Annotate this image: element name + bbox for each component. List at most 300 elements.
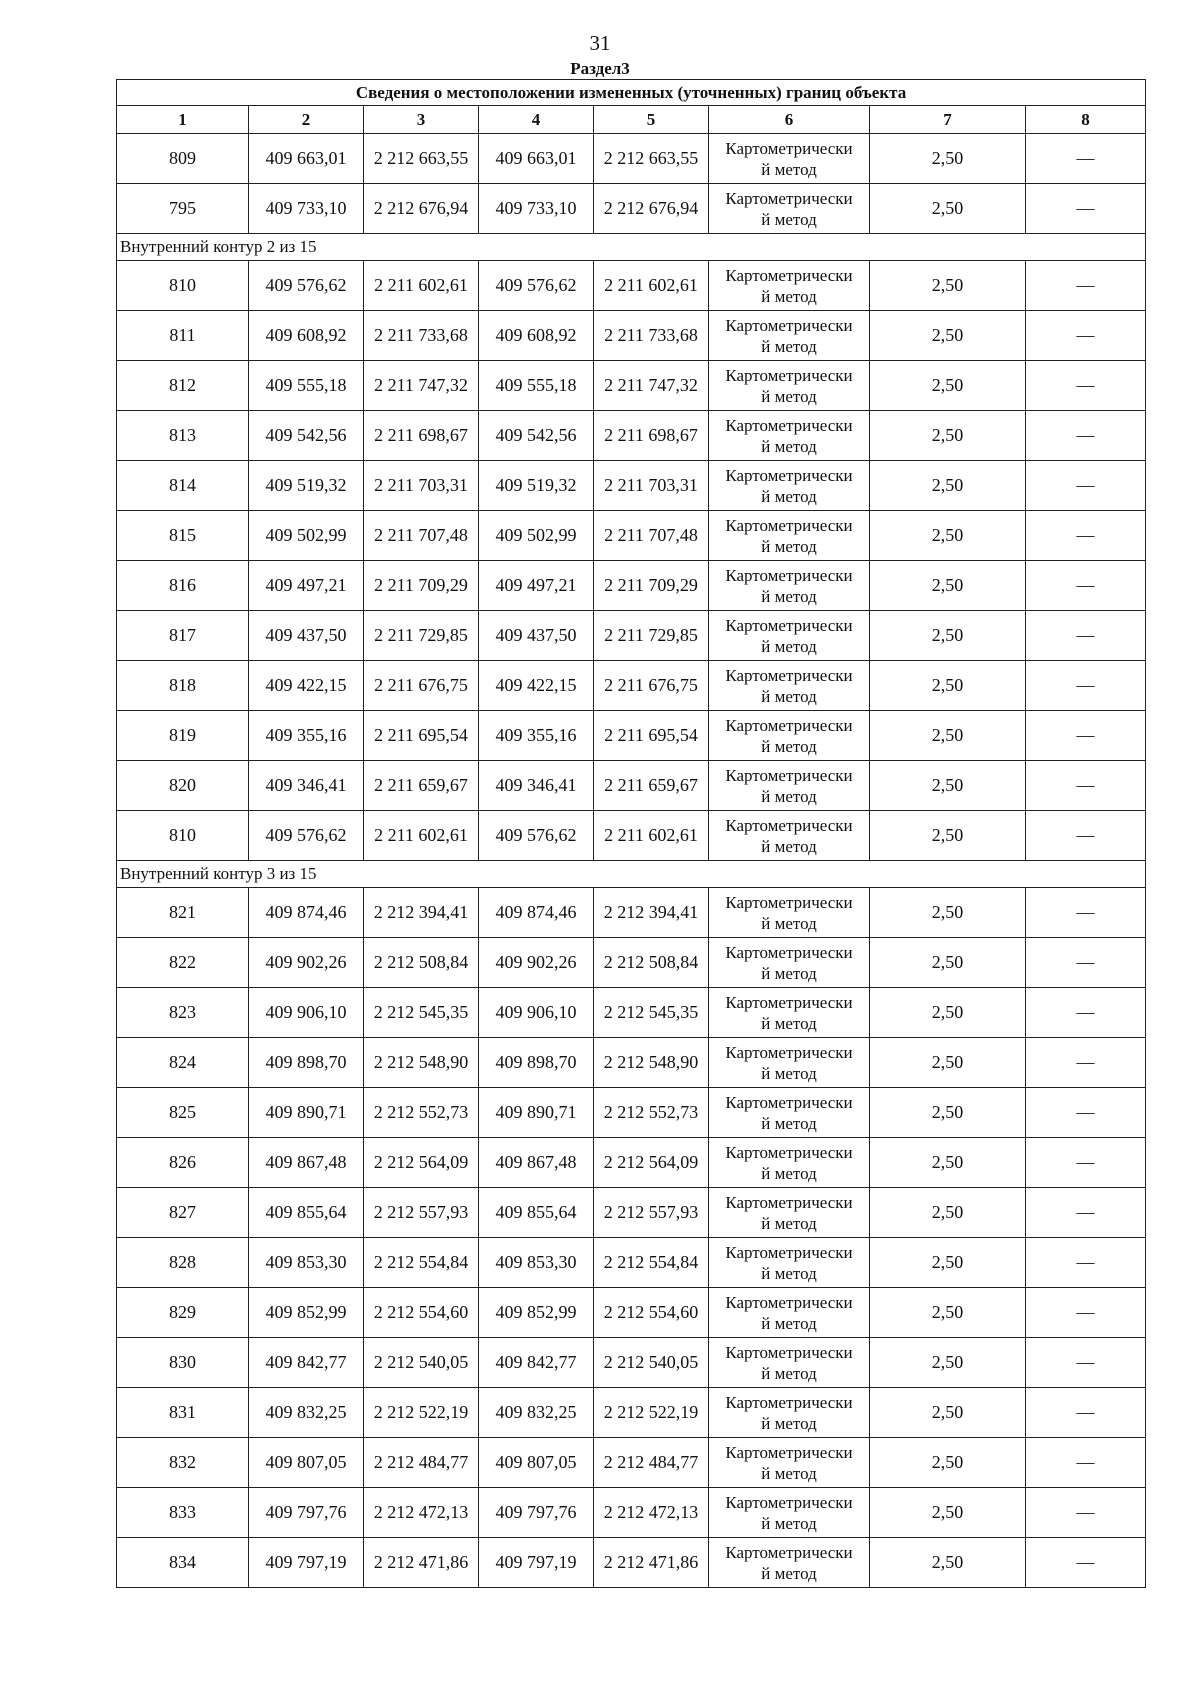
method-line: Картометрически [725, 315, 853, 335]
accuracy-cell: 2,50 [870, 888, 1026, 938]
column-number: 8 [1026, 106, 1146, 134]
x-coordinate-cell: 409 608,92 [249, 311, 364, 361]
y-coordinate-cell: 2 211 747,32 [594, 361, 709, 411]
description-cell: — [1026, 134, 1146, 184]
table-row [117, 134, 1146, 184]
accuracy-cell: 2,50 [870, 1488, 1026, 1538]
y-coordinate-cell: 2 211 602,61 [594, 811, 709, 861]
table-row [117, 611, 1146, 661]
table-row [117, 711, 1146, 761]
x-coordinate-cell: 409 346,41 [249, 761, 364, 811]
column-number: 7 [870, 106, 1026, 134]
method-cell [709, 561, 870, 611]
method-cell [709, 134, 870, 184]
y-coordinate-cell: 2 212 394,41 [364, 888, 479, 938]
point-number-cell: 821 [117, 888, 249, 938]
method-cell [709, 1538, 870, 1588]
point-number-cell: 826 [117, 1138, 249, 1188]
contour-label: Внутренний контур 3 из 15 [117, 861, 1146, 888]
method-line: Картометрически [725, 815, 853, 835]
y-coordinate-cell: 2 212 554,84 [594, 1238, 709, 1288]
x-coordinate-cell: 409 797,76 [249, 1488, 364, 1538]
y-coordinate-cell: 2 212 472,13 [594, 1488, 709, 1538]
method-cell [709, 1388, 870, 1438]
method-line: Картометрически [725, 715, 853, 735]
point-number-cell: 819 [117, 711, 249, 761]
y-coordinate-cell: 2 211 695,54 [594, 711, 709, 761]
x-coordinate-cell: 409 852,99 [249, 1288, 364, 1338]
point-number-cell: 811 [117, 311, 249, 361]
method-line: й метод [761, 209, 817, 229]
x-coordinate-cell: 409 733,10 [479, 184, 594, 234]
method-cell [709, 938, 870, 988]
point-number-cell: 833 [117, 1488, 249, 1538]
point-number-cell: 810 [117, 811, 249, 861]
method-line: Картометрически [725, 1092, 853, 1112]
y-coordinate-cell: 2 211 709,29 [594, 561, 709, 611]
x-coordinate-cell: 409 355,16 [479, 711, 594, 761]
method-line: й метод [761, 736, 817, 756]
y-coordinate-cell: 2 212 552,73 [594, 1088, 709, 1138]
accuracy-cell: 2,50 [870, 261, 1026, 311]
description-cell: — [1026, 611, 1146, 661]
method-line: Картометрически [725, 415, 853, 435]
method-line: Картометрически [725, 615, 853, 635]
method-line: Картометрически [725, 138, 853, 158]
accuracy-cell: 2,50 [870, 561, 1026, 611]
description-cell: — [1026, 1388, 1146, 1438]
description-cell: — [1026, 1188, 1146, 1238]
method-line: Картометрически [725, 1342, 853, 1362]
point-number-cell: 825 [117, 1088, 249, 1138]
description-cell: — [1026, 761, 1146, 811]
table-row [117, 561, 1146, 611]
accuracy-cell: 2,50 [870, 1238, 1026, 1288]
description-cell: — [1026, 1138, 1146, 1188]
accuracy-cell: 2,50 [870, 461, 1026, 511]
method-line: Картометрически [725, 992, 853, 1012]
x-coordinate-cell: 409 898,70 [479, 1038, 594, 1088]
method-line: Картометрически [725, 1142, 853, 1162]
description-cell: — [1026, 938, 1146, 988]
x-coordinate-cell: 409 555,18 [249, 361, 364, 411]
table-row [117, 461, 1146, 511]
method-line: й метод [761, 336, 817, 356]
y-coordinate-cell: 2 212 564,09 [594, 1138, 709, 1188]
point-number-cell: 820 [117, 761, 249, 811]
y-coordinate-cell: 2 212 540,05 [594, 1338, 709, 1388]
point-number-cell: 816 [117, 561, 249, 611]
y-coordinate-cell: 2 212 545,35 [594, 988, 709, 1038]
table-row [117, 1538, 1146, 1588]
y-coordinate-cell: 2 211 695,54 [364, 711, 479, 761]
x-coordinate-cell: 409 576,62 [249, 261, 364, 311]
table-row [117, 661, 1146, 711]
table-row [117, 1138, 1146, 1188]
method-cell [709, 888, 870, 938]
method-cell [709, 1438, 870, 1488]
description-cell: — [1026, 461, 1146, 511]
description-cell: — [1026, 261, 1146, 311]
table-row [117, 1288, 1146, 1338]
x-coordinate-cell: 409 437,50 [249, 611, 364, 661]
coordinates-table [116, 79, 1146, 1588]
y-coordinate-cell: 2 212 508,84 [594, 938, 709, 988]
method-cell [709, 511, 870, 561]
y-coordinate-cell: 2 211 709,29 [364, 561, 479, 611]
method-line: й метод [761, 1513, 817, 1533]
accuracy-cell: 2,50 [870, 511, 1026, 561]
x-coordinate-cell: 409 608,92 [479, 311, 594, 361]
description-cell: — [1026, 184, 1146, 234]
accuracy-cell: 2,50 [870, 134, 1026, 184]
column-number: 5 [594, 106, 709, 134]
method-line: Картометрически [725, 1492, 853, 1512]
y-coordinate-cell: 2 211 703,31 [594, 461, 709, 511]
y-coordinate-cell: 2 211 602,61 [594, 261, 709, 311]
accuracy-cell: 2,50 [870, 611, 1026, 661]
y-coordinate-cell: 2 212 522,19 [594, 1388, 709, 1438]
x-coordinate-cell: 409 355,16 [249, 711, 364, 761]
table-row [117, 1488, 1146, 1538]
y-coordinate-cell: 2 212 484,77 [364, 1438, 479, 1488]
method-cell [709, 184, 870, 234]
y-coordinate-cell: 2 211 729,85 [364, 611, 479, 661]
x-coordinate-cell: 409 867,48 [249, 1138, 364, 1188]
x-coordinate-cell: 409 542,56 [479, 411, 594, 461]
point-number-cell: 827 [117, 1188, 249, 1238]
table-row [117, 1088, 1146, 1138]
method-line: й метод [761, 1113, 817, 1133]
x-coordinate-cell: 409 576,62 [479, 261, 594, 311]
x-coordinate-cell: 409 733,10 [249, 184, 364, 234]
x-coordinate-cell: 409 519,32 [479, 461, 594, 511]
y-coordinate-cell: 2 211 733,68 [364, 311, 479, 361]
description-cell: — [1026, 361, 1146, 411]
y-coordinate-cell: 2 211 729,85 [594, 611, 709, 661]
accuracy-cell: 2,50 [870, 988, 1026, 1038]
point-number-cell: 822 [117, 938, 249, 988]
description-cell: — [1026, 1338, 1146, 1388]
method-line: Картометрически [725, 565, 853, 585]
table-row [117, 1038, 1146, 1088]
description-cell: — [1026, 411, 1146, 461]
y-coordinate-cell: 2 211 659,67 [594, 761, 709, 811]
y-coordinate-cell: 2 212 552,73 [364, 1088, 479, 1138]
accuracy-cell: 2,50 [870, 1088, 1026, 1138]
method-line: Картометрически [725, 1292, 853, 1312]
x-coordinate-cell: 409 842,77 [249, 1338, 364, 1388]
table-row [117, 1188, 1146, 1238]
point-number-cell: 809 [117, 134, 249, 184]
y-coordinate-cell: 2 211 703,31 [364, 461, 479, 511]
y-coordinate-cell: 2 212 545,35 [364, 988, 479, 1038]
y-coordinate-cell: 2 212 676,94 [594, 184, 709, 234]
accuracy-cell: 2,50 [870, 311, 1026, 361]
accuracy-cell: 2,50 [870, 361, 1026, 411]
y-coordinate-cell: 2 212 540,05 [364, 1338, 479, 1388]
method-cell [709, 811, 870, 861]
contour-header-row [117, 234, 1146, 261]
description-cell: — [1026, 1538, 1146, 1588]
y-coordinate-cell: 2 211 676,75 [594, 661, 709, 711]
method-line: й метод [761, 1363, 817, 1383]
method-line: й метод [761, 786, 817, 806]
y-coordinate-cell: 2 211 676,75 [364, 661, 479, 711]
accuracy-cell: 2,50 [870, 1038, 1026, 1088]
y-coordinate-cell: 2 211 747,32 [364, 361, 479, 411]
point-number-cell: 832 [117, 1438, 249, 1488]
y-coordinate-cell: 2 212 508,84 [364, 938, 479, 988]
description-cell: — [1026, 1288, 1146, 1338]
point-number-cell: 795 [117, 184, 249, 234]
column-number: 6 [709, 106, 870, 134]
table-row [117, 811, 1146, 861]
y-coordinate-cell: 2 211 659,67 [364, 761, 479, 811]
y-coordinate-cell: 2 212 548,90 [364, 1038, 479, 1088]
method-cell [709, 711, 870, 761]
point-number-cell: 831 [117, 1388, 249, 1438]
x-coordinate-cell: 409 855,64 [249, 1188, 364, 1238]
table-row [117, 988, 1146, 1038]
x-coordinate-cell: 409 853,30 [479, 1238, 594, 1288]
y-coordinate-cell: 2 211 602,61 [364, 811, 479, 861]
method-cell [709, 761, 870, 811]
method-line: й метод [761, 386, 817, 406]
point-number-cell: 829 [117, 1288, 249, 1338]
x-coordinate-cell: 409 906,10 [479, 988, 594, 1038]
method-line: й метод [761, 1463, 817, 1483]
x-coordinate-cell: 409 502,99 [479, 511, 594, 561]
description-cell: — [1026, 711, 1146, 761]
x-coordinate-cell: 409 576,62 [249, 811, 364, 861]
method-cell [709, 611, 870, 661]
y-coordinate-cell: 2 212 554,60 [594, 1288, 709, 1338]
x-coordinate-cell: 409 832,25 [249, 1388, 364, 1438]
method-line: й метод [761, 1563, 817, 1583]
y-coordinate-cell: 2 211 707,48 [594, 511, 709, 561]
method-line: й метод [761, 913, 817, 933]
description-cell: — [1026, 561, 1146, 611]
method-cell [709, 1338, 870, 1388]
method-cell [709, 361, 870, 411]
y-coordinate-cell: 2 212 663,55 [594, 134, 709, 184]
method-line: Картометрически [725, 765, 853, 785]
y-coordinate-cell: 2 212 676,94 [364, 184, 479, 234]
method-line: й метод [761, 1013, 817, 1033]
x-coordinate-cell: 409 890,71 [479, 1088, 594, 1138]
method-line: й метод [761, 963, 817, 983]
x-coordinate-cell: 409 497,21 [479, 561, 594, 611]
method-line: Картометрически [725, 892, 853, 912]
description-cell: — [1026, 661, 1146, 711]
x-coordinate-cell: 409 797,19 [249, 1538, 364, 1588]
x-coordinate-cell: 409 663,01 [479, 134, 594, 184]
method-line: й метод [761, 286, 817, 306]
method-line: Картометрически [725, 1392, 853, 1412]
x-coordinate-cell: 409 346,41 [479, 761, 594, 811]
contour-header-row [117, 861, 1146, 888]
table-body [117, 134, 1146, 1588]
y-coordinate-cell: 2 211 733,68 [594, 311, 709, 361]
method-line: Картометрически [725, 1442, 853, 1462]
method-line: й метод [761, 586, 817, 606]
accuracy-cell: 2,50 [870, 811, 1026, 861]
method-cell [709, 311, 870, 361]
x-coordinate-cell: 409 542,56 [249, 411, 364, 461]
method-line: Картометрически [725, 1542, 853, 1562]
method-line: Картометрически [725, 1192, 853, 1212]
method-line: Картометрически [725, 365, 853, 385]
point-number-cell: 834 [117, 1538, 249, 1588]
method-line: й метод [761, 636, 817, 656]
method-line: Картометрически [725, 665, 853, 685]
y-coordinate-cell: 2 212 557,93 [364, 1188, 479, 1238]
x-coordinate-cell: 409 855,64 [479, 1188, 594, 1238]
x-coordinate-cell: 409 852,99 [479, 1288, 594, 1338]
x-coordinate-cell: 409 422,15 [249, 661, 364, 711]
x-coordinate-cell: 409 842,77 [479, 1338, 594, 1388]
method-cell [709, 1038, 870, 1088]
method-line: й метод [761, 1313, 817, 1333]
y-coordinate-cell: 2 212 522,19 [364, 1388, 479, 1438]
description-cell: — [1026, 1038, 1146, 1088]
method-cell [709, 661, 870, 711]
accuracy-cell: 2,50 [870, 184, 1026, 234]
method-line: й метод [761, 486, 817, 506]
x-coordinate-cell: 409 555,18 [479, 361, 594, 411]
point-number-cell: 813 [117, 411, 249, 461]
column-number: 3 [364, 106, 479, 134]
point-number-cell: 818 [117, 661, 249, 711]
accuracy-cell: 2,50 [870, 938, 1026, 988]
description-cell: — [1026, 1438, 1146, 1488]
method-cell [709, 1288, 870, 1338]
point-number-cell: 823 [117, 988, 249, 1038]
table-row [117, 1338, 1146, 1388]
method-line: й метод [761, 836, 817, 856]
y-coordinate-cell: 2 212 548,90 [594, 1038, 709, 1088]
y-coordinate-cell: 2 212 471,86 [594, 1538, 709, 1588]
method-line: й метод [761, 1213, 817, 1233]
method-line: й метод [761, 686, 817, 706]
table-row [117, 361, 1146, 411]
x-coordinate-cell: 409 797,76 [479, 1488, 594, 1538]
table-row [117, 1388, 1146, 1438]
method-cell [709, 988, 870, 1038]
y-coordinate-cell: 2 211 698,67 [364, 411, 479, 461]
page-number: 31 [589, 31, 611, 55]
method-line: Картометрически [725, 265, 853, 285]
x-coordinate-cell: 409 874,46 [249, 888, 364, 938]
x-coordinate-cell: 409 902,26 [479, 938, 594, 988]
method-cell [709, 411, 870, 461]
contour-label: Внутренний контур 2 из 15 [117, 234, 1146, 261]
method-line: Картометрически [725, 465, 853, 485]
point-number-cell: 828 [117, 1238, 249, 1288]
method-line: й метод [761, 1163, 817, 1183]
y-coordinate-cell: 2 212 663,55 [364, 134, 479, 184]
x-coordinate-cell: 409 497,21 [249, 561, 364, 611]
accuracy-cell: 2,50 [870, 1388, 1026, 1438]
method-line: й метод [761, 159, 817, 179]
table-row [117, 888, 1146, 938]
x-coordinate-cell: 409 502,99 [249, 511, 364, 561]
table-row [117, 311, 1146, 361]
description-cell: — [1026, 888, 1146, 938]
accuracy-cell: 2,50 [870, 1288, 1026, 1338]
table-row [117, 938, 1146, 988]
method-cell [709, 1088, 870, 1138]
table-caption: Сведения о местоположении измененных (уточненных) границ объекта [117, 80, 1146, 106]
x-coordinate-cell: 409 437,50 [479, 611, 594, 661]
method-cell [709, 1138, 870, 1188]
y-coordinate-cell: 2 212 564,09 [364, 1138, 479, 1188]
x-coordinate-cell: 409 519,32 [249, 461, 364, 511]
point-number-cell: 812 [117, 361, 249, 411]
x-coordinate-cell: 409 874,46 [479, 888, 594, 938]
accuracy-cell: 2,50 [870, 1188, 1026, 1238]
table-row [117, 511, 1146, 561]
description-cell: — [1026, 1088, 1146, 1138]
method-line: Картометрически [725, 1042, 853, 1062]
x-coordinate-cell: 409 902,26 [249, 938, 364, 988]
y-coordinate-cell: 2 211 602,61 [364, 261, 479, 311]
y-coordinate-cell: 2 212 394,41 [594, 888, 709, 938]
y-coordinate-cell: 2 211 698,67 [594, 411, 709, 461]
x-coordinate-cell: 409 890,71 [249, 1088, 364, 1138]
description-cell: — [1026, 1238, 1146, 1288]
accuracy-cell: 2,50 [870, 661, 1026, 711]
y-coordinate-cell: 2 211 707,48 [364, 511, 479, 561]
column-number: 1 [117, 106, 249, 134]
column-number: 2 [249, 106, 364, 134]
table-row [117, 1438, 1146, 1488]
point-number-cell: 810 [117, 261, 249, 311]
method-cell [709, 1238, 870, 1288]
y-coordinate-cell: 2 212 554,84 [364, 1238, 479, 1288]
x-coordinate-cell: 409 853,30 [249, 1238, 364, 1288]
x-coordinate-cell: 409 832,25 [479, 1388, 594, 1438]
column-number: 4 [479, 106, 594, 134]
x-coordinate-cell: 409 576,62 [479, 811, 594, 861]
x-coordinate-cell: 409 807,05 [479, 1438, 594, 1488]
x-coordinate-cell: 409 422,15 [479, 661, 594, 711]
method-line: й метод [761, 1063, 817, 1083]
description-cell: — [1026, 511, 1146, 561]
method-line: й метод [761, 436, 817, 456]
x-coordinate-cell: 409 807,05 [249, 1438, 364, 1488]
method-line: й метод [761, 1263, 817, 1283]
column-number-row [117, 106, 1146, 134]
y-coordinate-cell: 2 212 472,13 [364, 1488, 479, 1538]
method-line: Картометрически [725, 515, 853, 535]
accuracy-cell: 2,50 [870, 1338, 1026, 1388]
section-title: Раздел3 [570, 59, 630, 78]
method-line: й метод [761, 1413, 817, 1433]
point-number-cell: 817 [117, 611, 249, 661]
x-coordinate-cell: 409 797,19 [479, 1538, 594, 1588]
table-row [117, 411, 1146, 461]
point-number-cell: 824 [117, 1038, 249, 1088]
method-line: Картометрически [725, 188, 853, 208]
table-row [117, 184, 1146, 234]
method-cell [709, 461, 870, 511]
description-cell: — [1026, 311, 1146, 361]
accuracy-cell: 2,50 [870, 411, 1026, 461]
point-number-cell: 815 [117, 511, 249, 561]
y-coordinate-cell: 2 212 484,77 [594, 1438, 709, 1488]
